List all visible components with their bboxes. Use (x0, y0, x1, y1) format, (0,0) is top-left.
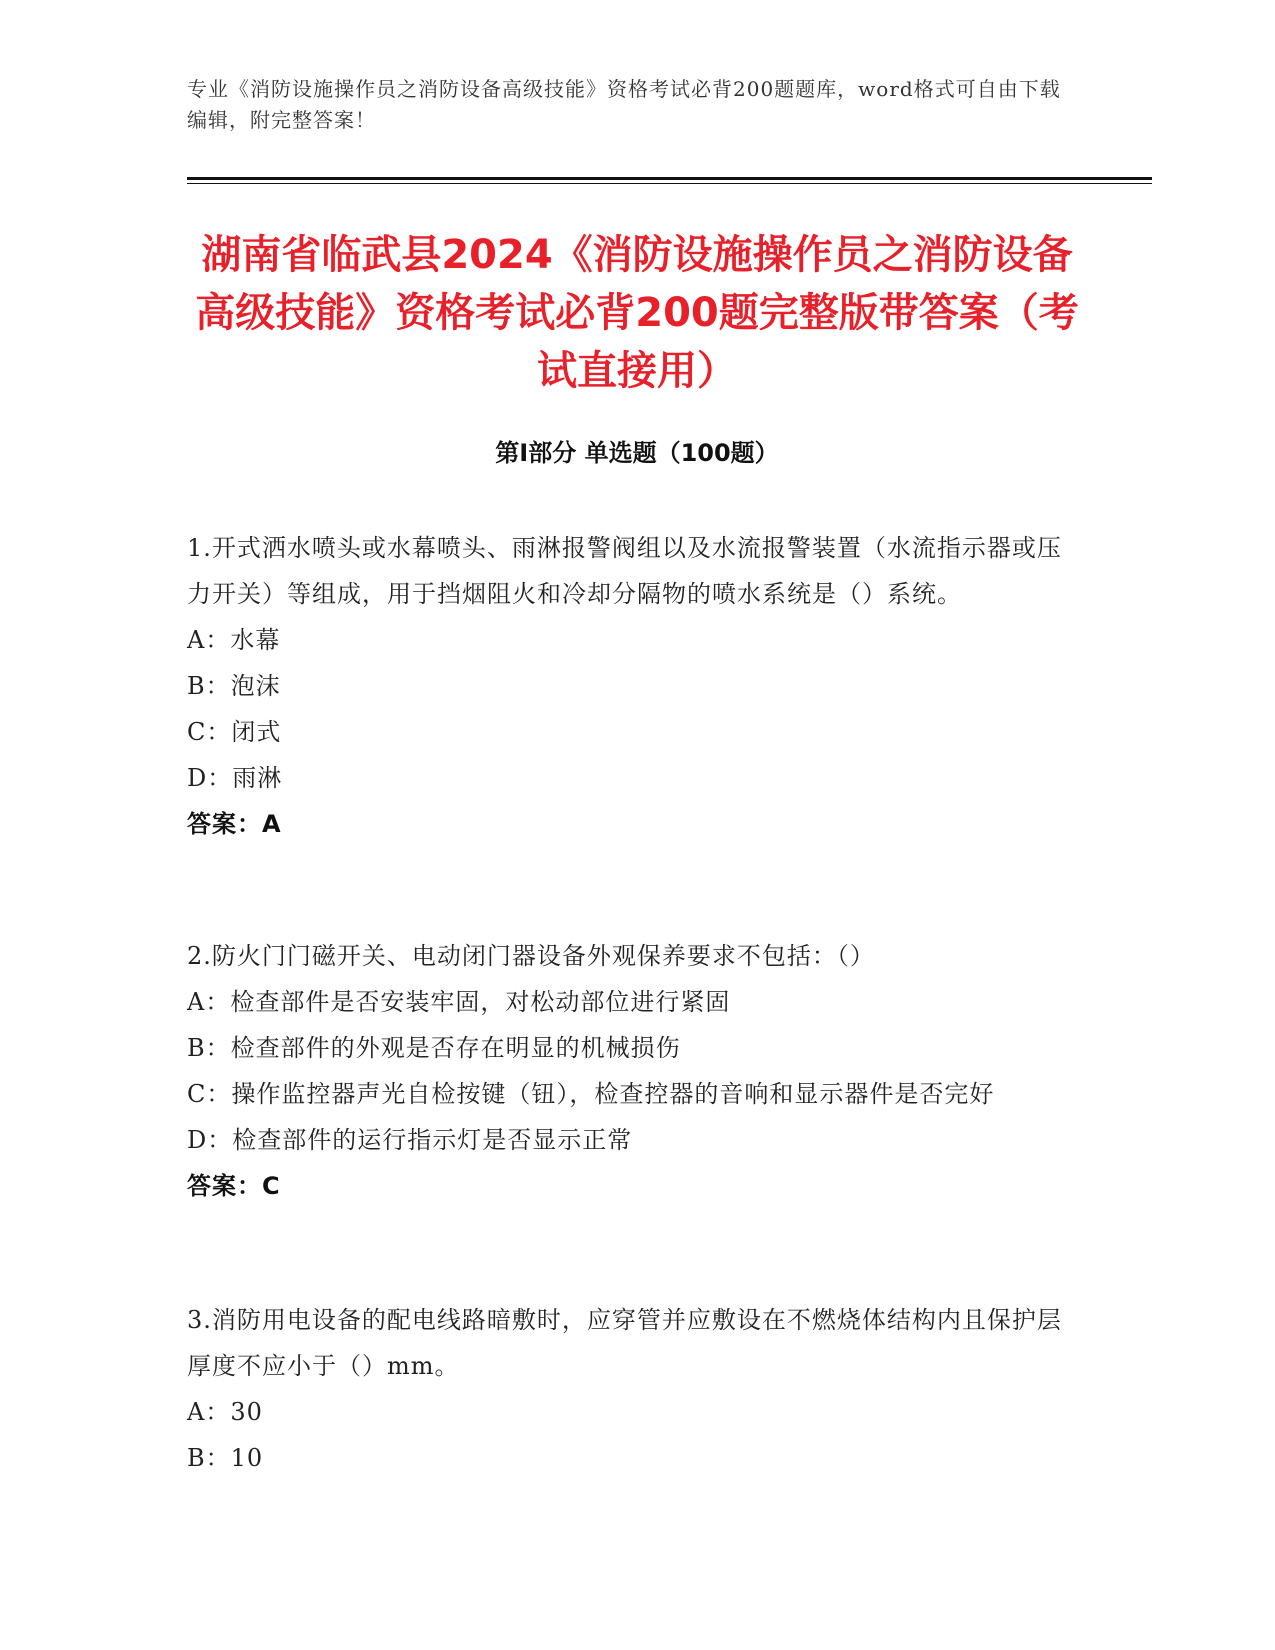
option-a: A：30 (187, 1398, 263, 1426)
option-a: A：检查部件是否安装牢固，对松动部位进行紧固 (187, 988, 731, 1016)
option-c: C：闭式 (187, 718, 282, 746)
header-divider-thin (187, 183, 1152, 184)
question-2 (187, 933, 1067, 1209)
document-title: 湖南省临武县2024《消防设施操作员之消防设备高级技能》资格考试必背200题完整版带答案（考试直接用） (195, 232, 1079, 394)
option-d: D：雨淋 (187, 764, 283, 792)
option-b: B：泡沫 (187, 672, 281, 700)
answer: 答案：C (187, 1172, 281, 1200)
header-divider-thick (187, 177, 1152, 180)
option-a: A：水幕 (187, 626, 281, 654)
question-3 (187, 1297, 1067, 1481)
header-note: 专业《消防设施操作员之消防设备高级技能》资格考试必背200题题库，word格式可自由下载编辑，附完整答案！ (187, 77, 1061, 132)
question-1 (187, 525, 1067, 847)
option-b: B：检查部件的外观是否存在明显的机械损伤 (187, 1034, 681, 1062)
answer: 答案：A (187, 810, 282, 838)
question-stem: 1.开式洒水喷头或水幕喷头、雨淋报警阀组以及水流报警装置（水流指示器或压力开关）等组成，用于挡烟阻火和冷却分隔物的喷水系统是（）系统。 (187, 534, 1062, 608)
section-title: 第Ⅰ部分 单选题（100题） (495, 439, 779, 467)
option-d: D：检查部件的运行指示灯是否显示正常 (187, 1126, 633, 1154)
question-stem: 2.防火门门磁开关、电动闭门器设备外观保养要求不包括：（） (187, 942, 875, 970)
option-c: C：操作监控器声光自检按键（钮），检查控器的音响和显示器件是否完好 (187, 1080, 995, 1108)
option-b: B：10 (187, 1444, 264, 1472)
question-stem: 3.消防用电设备的配电线路暗敷时，应穿管并应敷设在不燃烧体结构内且保护层厚度不应小于（）mm。 (187, 1306, 1062, 1380)
